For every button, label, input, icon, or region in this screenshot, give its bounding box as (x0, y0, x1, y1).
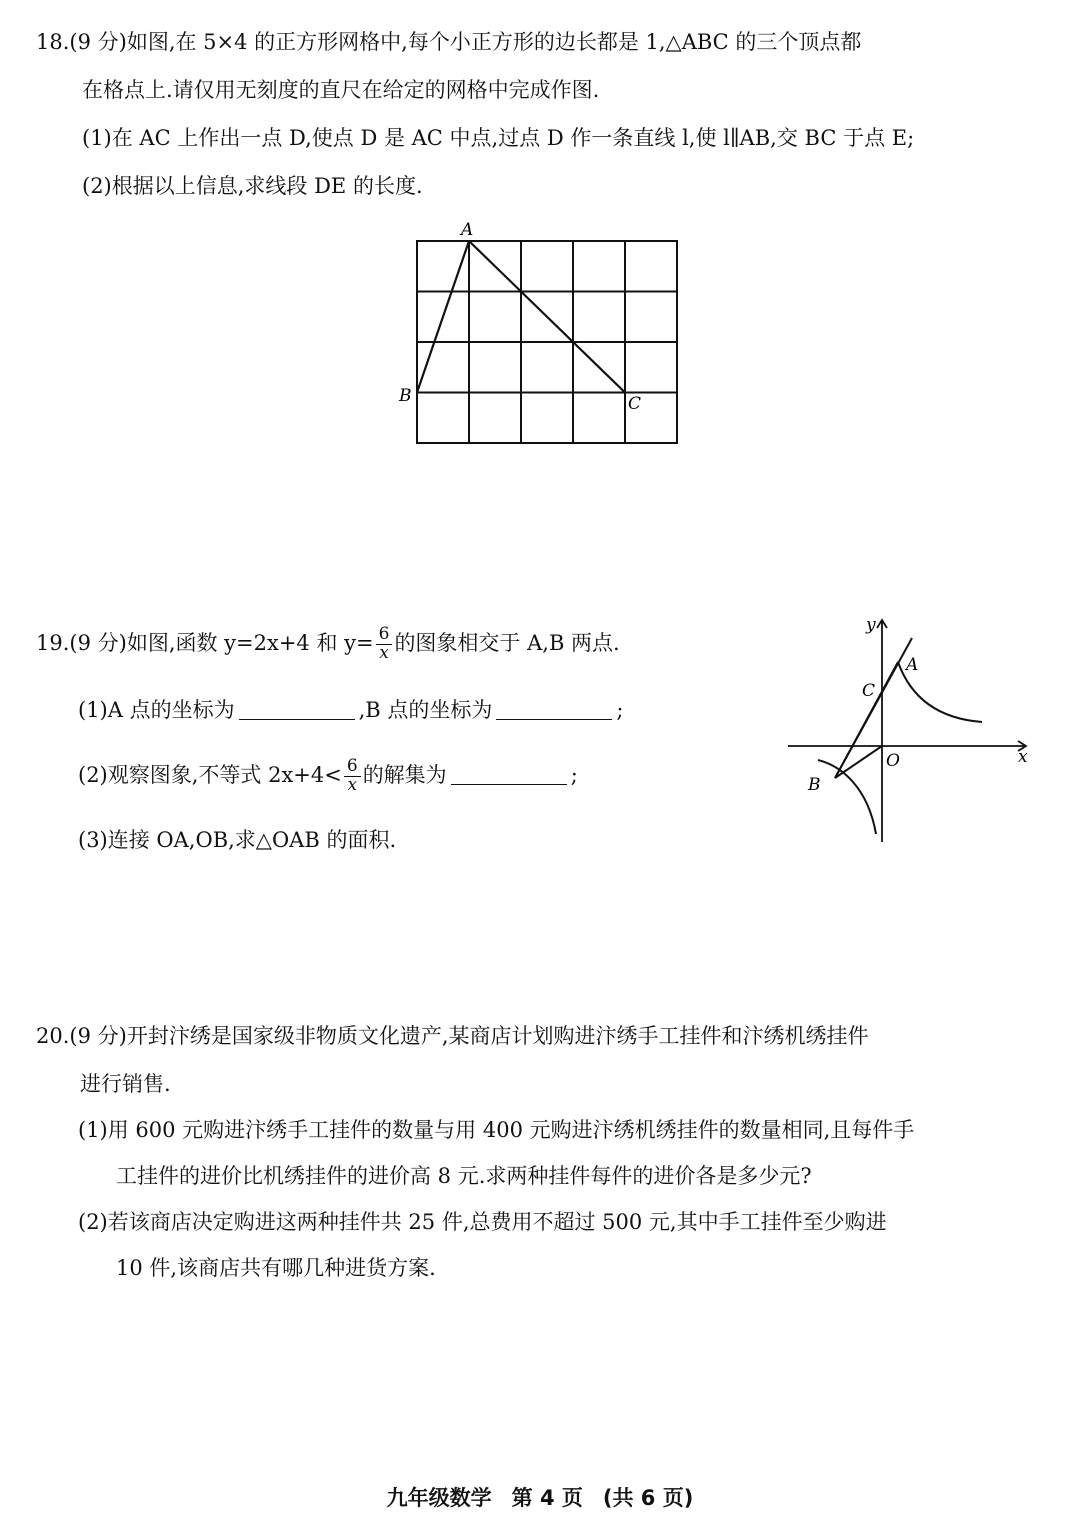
q18-part2: (2)根据以上信息,求线段 DE 的长度. (82, 174, 423, 198)
fraction-6-over-x-2 (344, 758, 361, 795)
q19-part1-b-label: ,B 点的坐标为 (358, 698, 493, 722)
x-axis-label: x (1018, 747, 1028, 767)
q20-stem-line1: 20.(9 分)开封汴绣是国家级非物质文化遗产,某商店计划购进汴绣手工挂件和汴绣机绣挂件 (36, 1024, 869, 1048)
q19-part2-end: ; (570, 762, 578, 787)
q20-part1-line1: (1)用 600 元购进汴绣手工挂件的数量与用 400 元购进汴绣机绣挂件的数量相同,且每件手 (78, 1118, 915, 1142)
frac-denominator: x (347, 774, 358, 795)
answer-blank-solution-set[interactable] (451, 763, 567, 785)
point-b-label: B (399, 386, 412, 406)
q19-part2-pre: (2)观察图象,不等式 2x+4< (78, 762, 342, 787)
q18-grid-figure (390, 215, 690, 455)
q19-part2 (78, 758, 578, 795)
q19-stem-post: 的图象相交于 A,B 两点. (394, 630, 620, 655)
point-a-label: A (461, 220, 474, 240)
point-c-label: C (628, 394, 642, 414)
q19-part1-a-label: (1)A 点的坐标为 (78, 698, 235, 722)
frac-numerator: 6 (344, 758, 361, 777)
point-b-label: B (808, 775, 821, 795)
q20-part2-line1: (2)若该商店决定购进这两种挂件共 25 件,总费用不超过 500 元,其中手工挂件至少购进 (78, 1210, 887, 1234)
curves (818, 638, 982, 834)
q20-part2-line2: 10 件,该商店共有哪几种进货方案. (116, 1256, 436, 1280)
q19-stem-pre: 19.(9 分)如图,函数 y=2x+4 和 y= (36, 630, 374, 655)
q18-stem-line1: 18.(9 分)如图,在 5×4 的正方形网格中,每个小正方形的边长都是 1,△ABC 的三个顶点都 (36, 30, 862, 54)
point-a-label: A (906, 655, 919, 675)
axes (788, 620, 1026, 842)
frac-denominator: x (379, 642, 389, 663)
point-c-label: C (862, 681, 876, 701)
frac-numerator: 6 (376, 626, 393, 645)
y-axis-label: y (866, 615, 876, 635)
q19-stem (36, 626, 620, 663)
q19-part3: (3)连接 OA,OB,求△OAB 的面积. (78, 828, 397, 852)
q18-part1: (1)在 AC 上作出一点 D,使点 D 是 AC 中点,过点 D 作一条直线 l,使 l∥AB,交 BC 于点 E; (82, 126, 915, 150)
answer-blank-b[interactable] (496, 698, 612, 720)
fraction-6-over-x (376, 626, 393, 663)
q20-stem-line2: 进行销售. (80, 1072, 171, 1096)
footer-subject: 九年级数学 (386, 1486, 492, 1510)
q19-function-graph (780, 610, 1040, 850)
q20-part1-line2: 工挂件的进价比机绣挂件的进价高 8 元.求两种挂件每件的进价各是多少元? (116, 1164, 812, 1188)
q18-stem-line2: 在格点上.请仅用无刻度的直尺在给定的网格中完成作图. (82, 78, 600, 102)
footer-total: (共 6 页) (602, 1486, 694, 1510)
footer-page: 第 4 页 (511, 1486, 583, 1510)
page-footer (0, 1482, 1080, 1512)
origin-label: O (886, 751, 900, 771)
answer-blank-a[interactable] (239, 698, 355, 720)
q19-part1 (78, 698, 623, 723)
q19-part1-end: ; (616, 698, 624, 722)
q19-part2-post: 的解集为 (362, 762, 447, 787)
